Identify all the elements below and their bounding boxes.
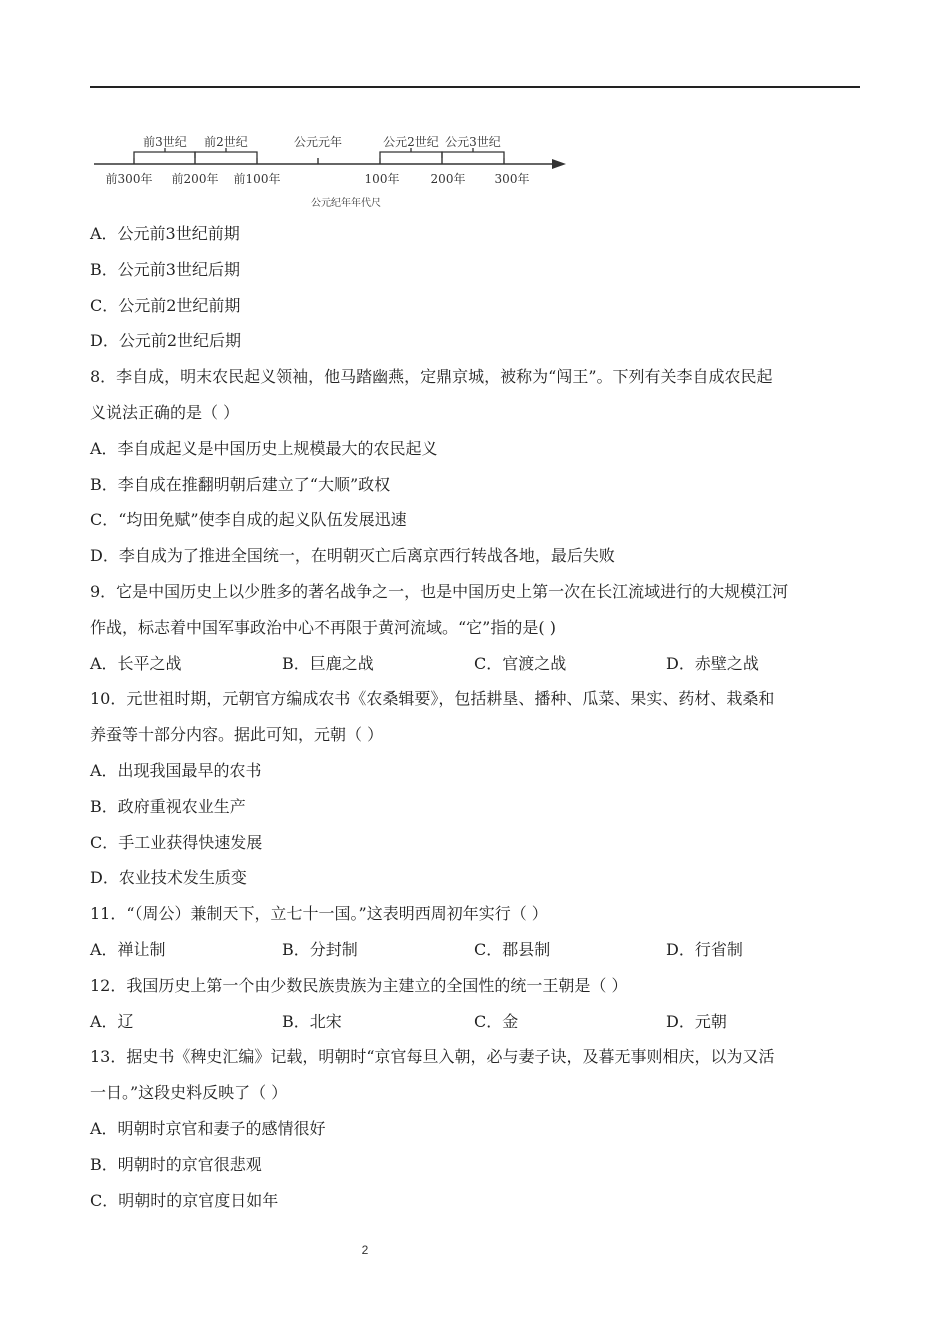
timeline-diagram (90, 128, 570, 218)
option: B．巨鹿之战 (282, 653, 374, 673)
option: A．禅让制 (90, 939, 166, 959)
option-line: A．李自成起义是中国历史上规模最大的农民起义 (90, 438, 438, 458)
question-stem: 作战，标志着中国军事政治中心不再限于黄河流域。“它”指的是( ) (90, 617, 556, 637)
option-line: B．李自成在推翻明朝后建立了“大顺”政权 (90, 474, 391, 494)
timeline-tick-label: 200年 (430, 172, 466, 186)
timeline-caption: 公元纪年年代尺 (311, 198, 381, 209)
question-stem: 8．李自成，明末农民起义领袖，他马踏幽燕，定鼎京城，被称为“闯王”。下列有关李自成农民起 (90, 367, 773, 387)
timeline-label-top: 公元2世纪 (383, 135, 439, 149)
timeline-label-top: 前2世纪 (204, 135, 248, 149)
question-stem: 11．“（周公）兼制天下，立七十一国。”这表明西周初年实行（ ） (90, 904, 548, 924)
option-line: D．公元前2世纪后期 (90, 331, 242, 351)
option-line: C．明朝时的京官度日如年 (90, 1190, 279, 1210)
timeline-tick-label: 前100年 (233, 172, 281, 186)
option: A．辽 (90, 1011, 134, 1031)
option-line: C．公元前2世纪前期 (90, 295, 241, 315)
option-row (90, 652, 860, 676)
option-row (90, 938, 860, 962)
option: D．行省制 (666, 939, 743, 959)
option-line: B．明朝时的京官很悲观 (90, 1154, 262, 1174)
question-stem: 12．我国历史上第一个由少数民族贵族为主建立的全国性的统一王朝是（ ） (90, 975, 628, 995)
option-row (90, 1010, 860, 1034)
option: B．北宋 (282, 1011, 342, 1031)
option: C．郡县制 (474, 939, 551, 959)
timeline-tick-label: 前300年 (105, 172, 153, 186)
timeline-arrow-icon (552, 159, 566, 169)
question-stem: 养蚕等十部分内容。据此可知，元朝（ ） (90, 725, 384, 745)
option: B．分封制 (282, 939, 358, 959)
question-stem: 9．它是中国历史上以少胜多的著名战争之一，也是中国历史上第一次在长江流域进行的大规模江河 (90, 581, 789, 601)
question-stem: 义说法正确的是（ ） (90, 402, 240, 422)
option-line: B．政府重视农业生产 (90, 796, 246, 816)
option-line: A．公元前3世纪前期 (90, 224, 240, 243)
timeline-tick-label: 300年 (494, 172, 530, 186)
option-line: D．农业技术发生质变 (90, 868, 247, 888)
option-line: C．“均田免赋”使李自成的起义队伍发展迅速 (90, 510, 407, 530)
question-stem: 一日。”这段史料反映了（ ） (90, 1083, 288, 1103)
option: A．长平之战 (90, 653, 182, 673)
timeline-label-top: 前3世纪 (143, 135, 187, 149)
option: C．金 (474, 1011, 519, 1031)
option: D．元朝 (666, 1011, 727, 1031)
timeline-label-top: 公元元年 (293, 135, 343, 149)
option: D．赤壁之战 (666, 653, 759, 673)
timeline-tick-label: 前200年 (171, 172, 219, 186)
option-line: A．出现我国最早的农书 (90, 760, 262, 780)
option-line: C．手工业获得快速发展 (90, 832, 263, 852)
question-stem: 13．据史书《稗史汇编》记载，明朝时“京官每旦入朝，必与妻子诀，及暮无事则相庆，以为又活 (90, 1047, 775, 1067)
timeline-label-top: 公元3世纪 (445, 135, 501, 149)
question-stem: 10．元世祖时期，元朝官方编成农书《农桑辑要》，包括耕垦、播种、瓜菜、果实、药材、栽桑和 (90, 689, 775, 709)
question-list (90, 222, 860, 1224)
header-rule (90, 86, 860, 88)
option-line: B．公元前3世纪后期 (90, 259, 240, 279)
timeline-tick-label: 100年 (364, 172, 400, 186)
option-line: D．李自成为了推进全国统一，在明朝灭亡后离京西行转战各地，最后失败 (90, 546, 615, 566)
page-number: 2 (361, 1243, 369, 1257)
option-line: A．明朝时京官和妻子的感情很好 (90, 1118, 326, 1138)
option: C．官渡之战 (474, 653, 567, 673)
